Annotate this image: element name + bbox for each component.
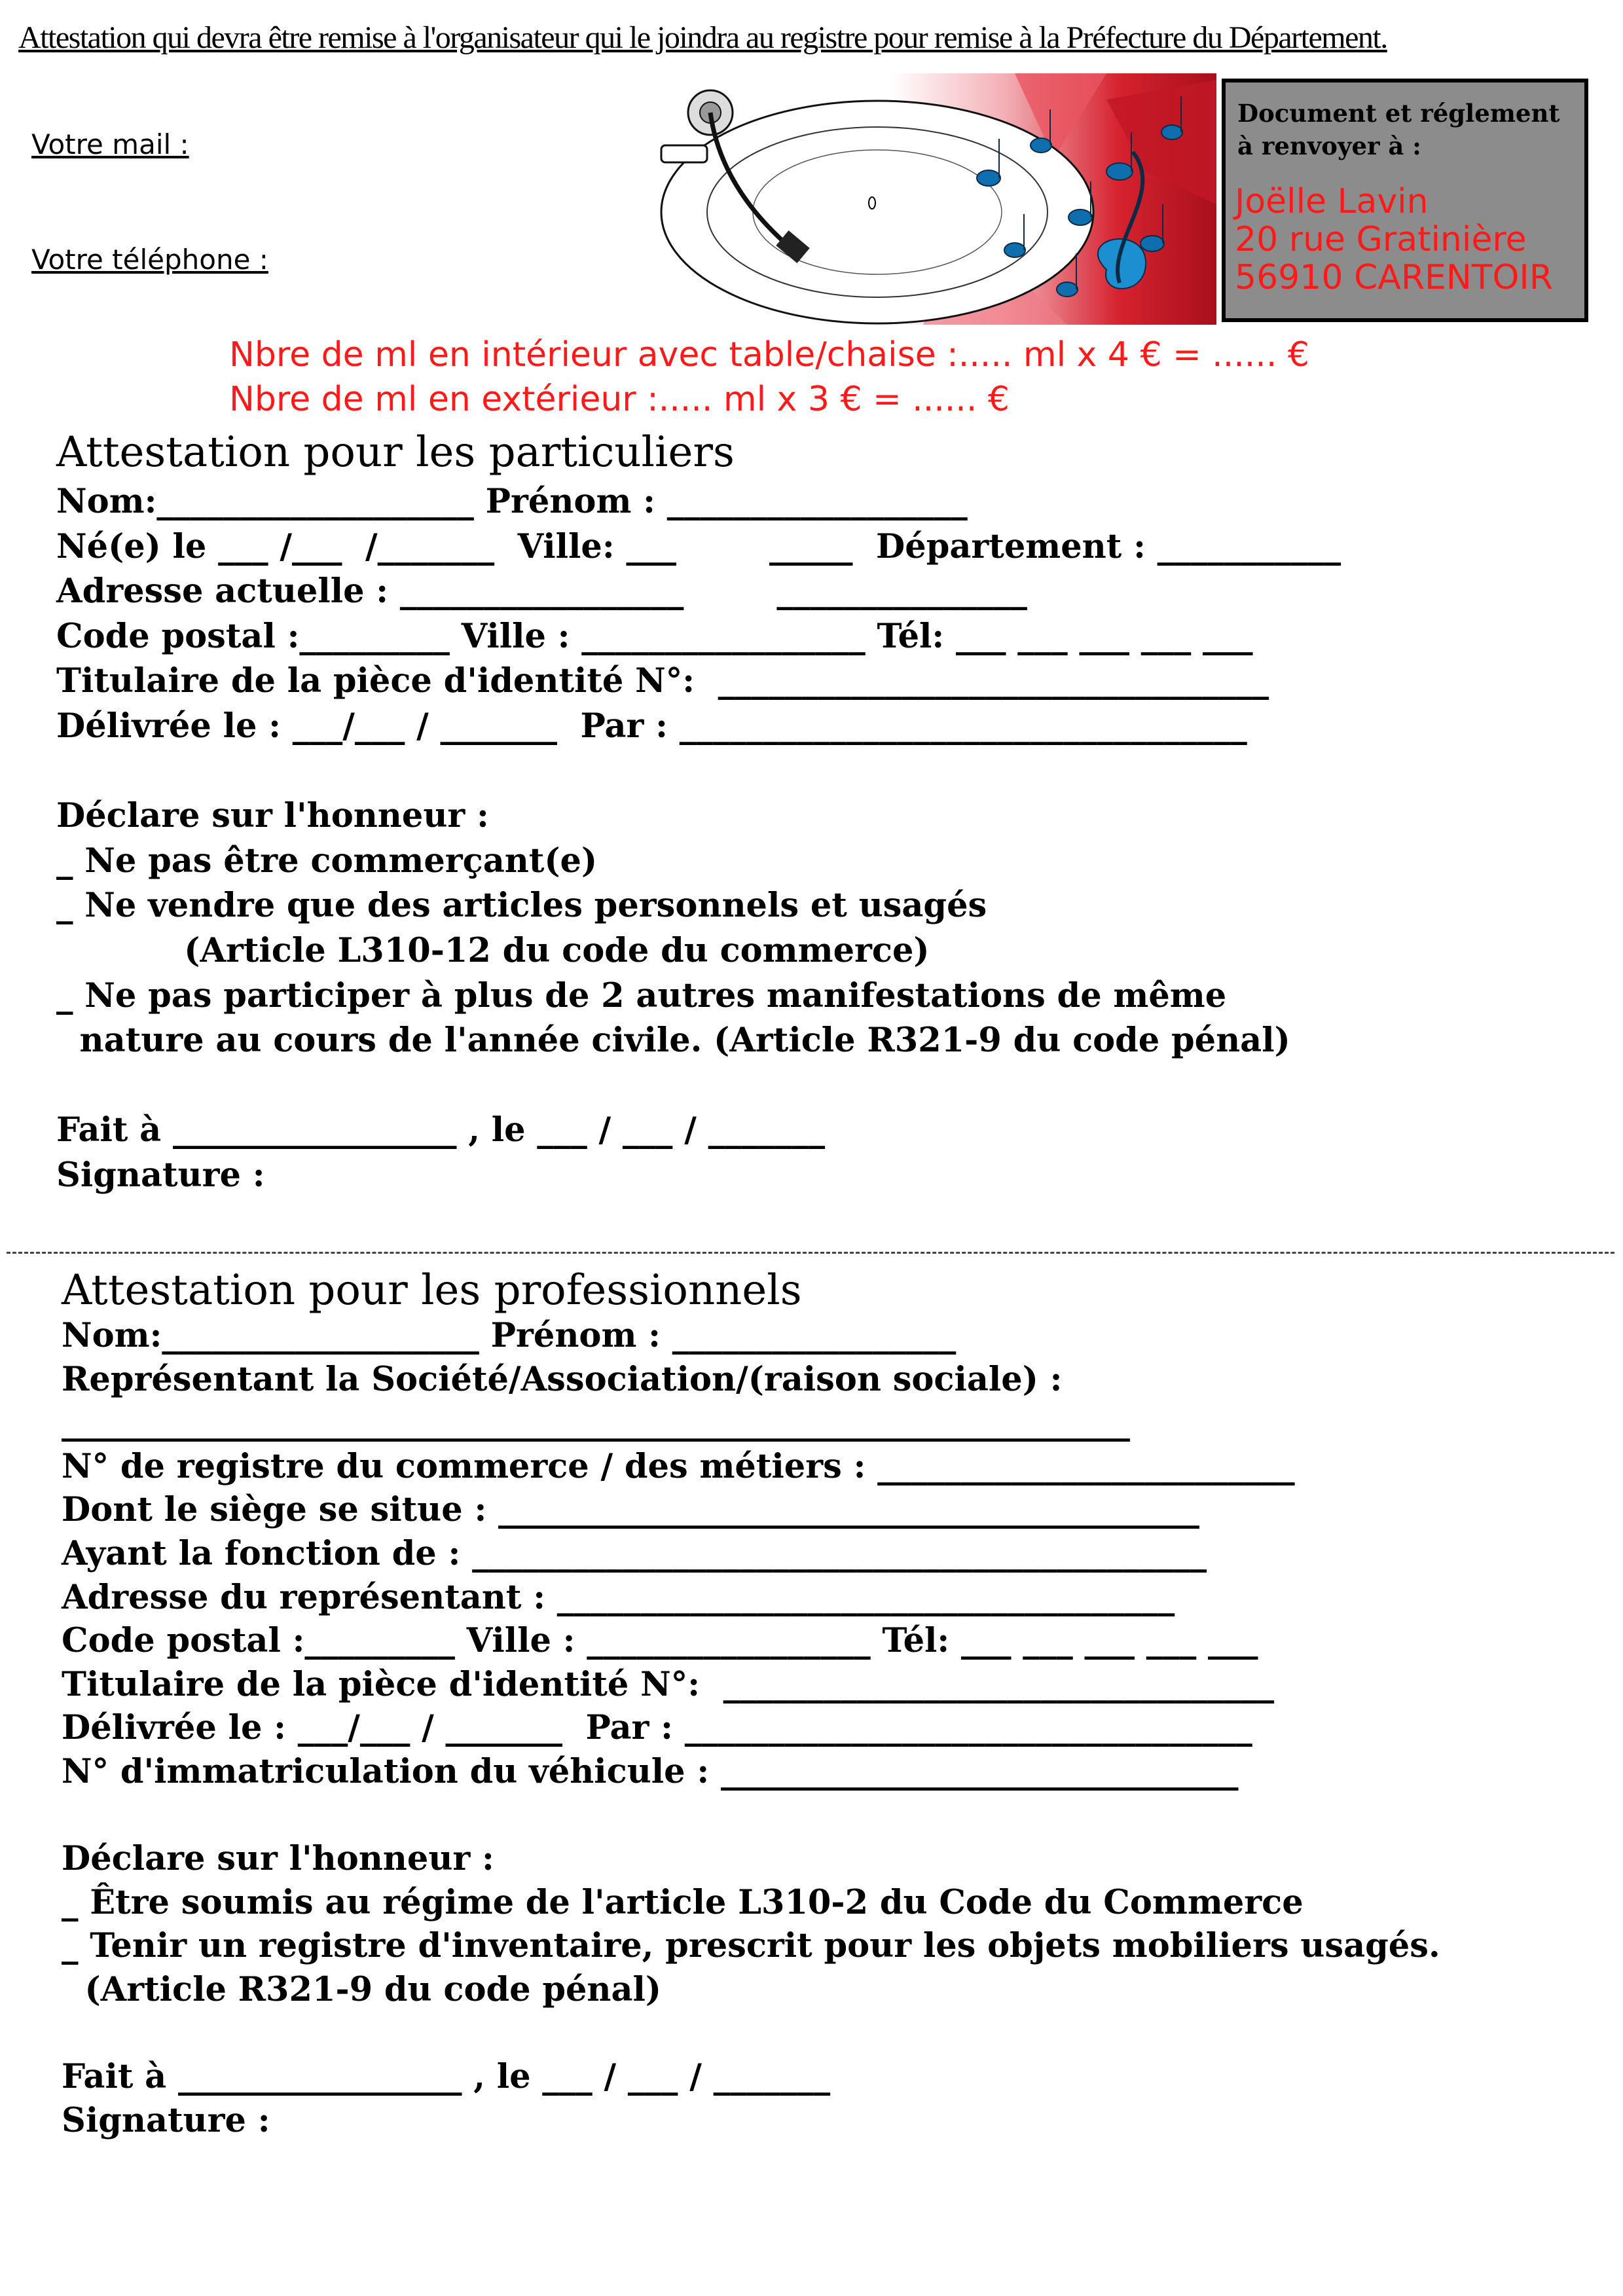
professionnels-line: Nom:___________________ Prénom : _________________ <box>62 1316 957 1355</box>
particuliers-line: (Article L310-12 du code du commerce) <box>56 931 930 970</box>
particuliers-line: Adresse actuelle : _________________ _______________ <box>56 572 1027 611</box>
professionnels-line: Titulaire de la pièce d'identité N°: _________________________________ <box>62 1664 1275 1704</box>
particuliers-line: Né(e) le ___ /___ /_______ Ville: ___ _____ Département : ___________ <box>56 526 1341 566</box>
professionnels-line: N° d'immatriculation du véhicule : _______________________________ <box>62 1752 1239 1791</box>
particuliers-line: Fait à _________________ , le ___ / ___ / _______ <box>56 1110 826 1150</box>
turntable-music-illustration <box>648 73 1216 325</box>
professionnels-line: Dont le siège se situe : __________________________________________ <box>62 1490 1200 1530</box>
header-notice: Attestation qui devra être remise à l'organisateur qui le joindra au registre pour remise à la Préfecture du Département. <box>18 20 1387 55</box>
recipient-street: 20 rue Gratinière <box>1235 220 1527 259</box>
particuliers-line: Titulaire de la pièce d'identité N°: _________________________________ <box>56 661 1269 701</box>
professionnels-line: _ Tenir un registre d'inventaire, prescrit pour les objets mobiliers usagés. <box>62 1926 1440 1966</box>
mail-label: Votre mail : <box>31 128 189 160</box>
recipient-city: 56910 CARENTOIR <box>1235 258 1553 297</box>
particuliers-title: Attestation pour les particuliers <box>56 428 735 477</box>
particuliers-line: Signature : <box>56 1156 265 1195</box>
professionnels-line: Code postal :_________ Ville : _________________ Tél: ___ ___ ___ ___ ___ <box>62 1621 1258 1661</box>
professionnels-line: Fait à _________________ , le ___ / ___ / _______ <box>62 2057 831 2097</box>
send-address-box <box>1222 79 1588 322</box>
professionnels-line: ________________________________________________________________ <box>62 1403 1130 1443</box>
professionnels-line: _ Être soumis au régime de l'article L310-2 du Code du Commerce <box>62 1882 1304 1922</box>
particuliers-line: _ Ne vendre que des articles personnels et usagés <box>56 886 987 926</box>
send-box-title: Document et réglement à renvoyer à : <box>1237 99 1560 160</box>
fee-exterior: Nbre de ml en extérieur :..... ml x 3 € = ...... € <box>229 380 1010 419</box>
recipient-name: Joëlle Lavin <box>1235 182 1429 221</box>
particuliers-line: Nom:___________________ Prénom : __________________ <box>56 482 968 521</box>
professionnels-line: (Article R321-9 du code pénal) <box>62 1970 662 2009</box>
professionnels-line: N° de registre du commerce / des métiers : _________________________ <box>62 1446 1295 1486</box>
particuliers-line: Délivrée le : ___/___ / _______ Par : __________________________________ <box>56 706 1247 746</box>
professionnels-line: Ayant la fonction de : ____________________________________________ <box>62 1534 1207 1573</box>
fee-interior: Nbre de ml en intérieur avec table/chaise :..... ml x 4 € = ...... € <box>229 335 1309 374</box>
particuliers-line: nature au cours de l'année civile. (Article R321-9 du code pénal) <box>56 1021 1290 1061</box>
section-separator <box>7 1252 1614 1254</box>
particuliers-line: _ Ne pas participer à plus de 2 autres manifestations de même <box>56 975 1227 1015</box>
professionnels-line: Représentant la Société/Association/(raison sociale) : <box>62 1359 1063 1399</box>
professionnels-line: Délivrée le : ___/___ / _______ Par : __________________________________ <box>62 1708 1252 1748</box>
particuliers-line: Déclare sur l'honneur : <box>56 796 489 836</box>
particuliers-line: _ Ne pas être commerçant(e) <box>56 841 598 881</box>
particuliers-line: Code postal :_________ Ville : _________________ Tél: ___ ___ ___ ___ ___ <box>56 616 1253 656</box>
professionnels-line: Adresse du représentant : _____________________________________ <box>62 1577 1175 1617</box>
professionnels-title: Attestation pour les professionnels <box>62 1266 802 1315</box>
professionnels-line: Signature : <box>62 2100 270 2140</box>
phone-label: Votre téléphone : <box>31 244 268 276</box>
professionnels-line: Déclare sur l'honneur : <box>62 1839 494 1879</box>
record-platter <box>661 101 1093 323</box>
